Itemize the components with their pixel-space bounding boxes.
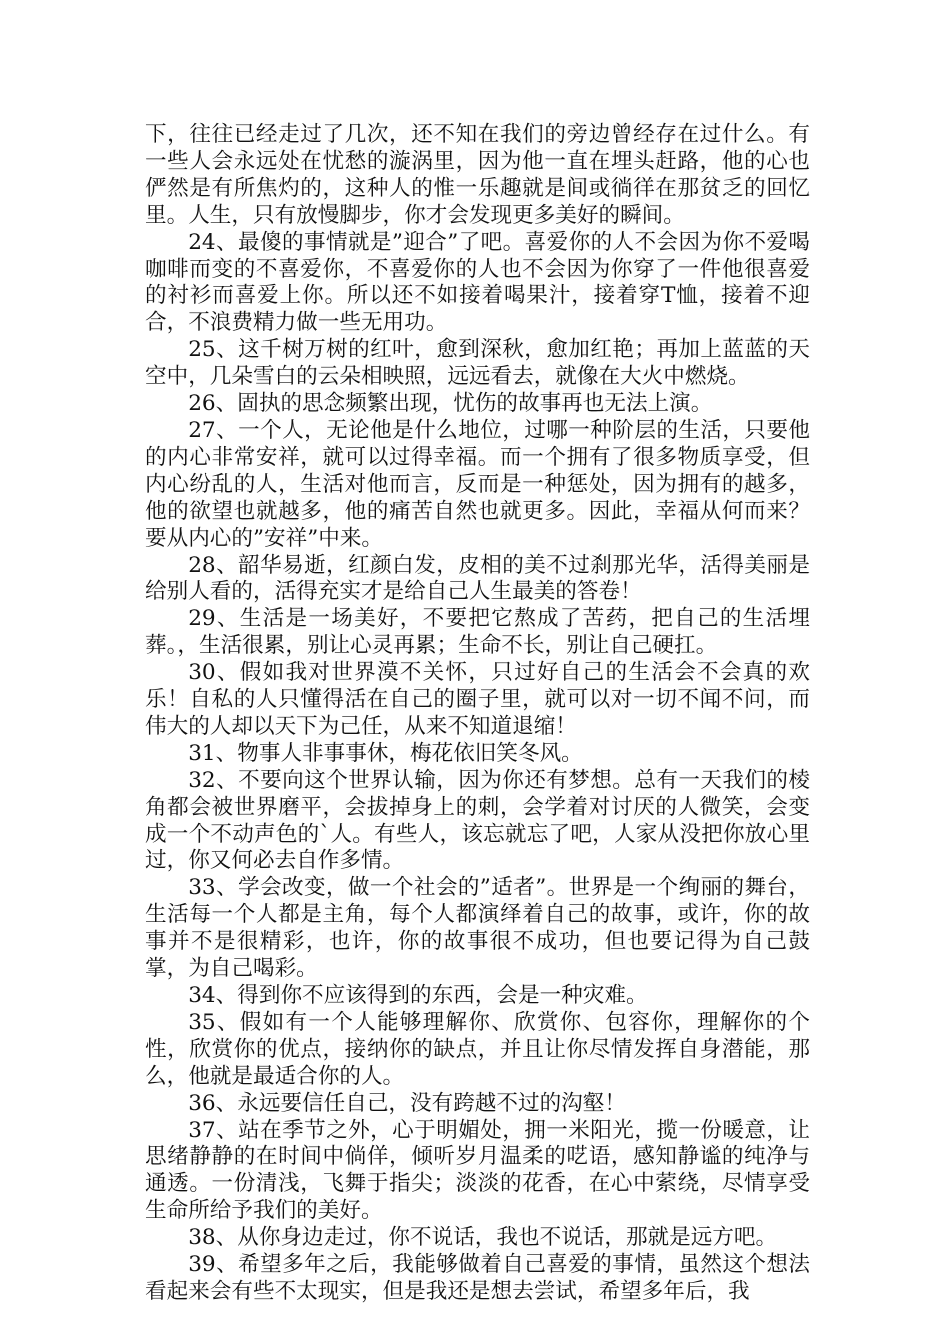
paragraph-31: 31、物事人非事事休，梅花依旧笑冬风。 [188, 740, 583, 766]
paragraph-39: 39、希望多年之后，我能够做着自己喜爱的事情，虽然这个想法看起来会有些不太现实，但是我还是想去尝试，希望多年后，我 [145, 1252, 810, 1304]
paragraph-28: 28、韶华易逝，红颜白发，皮相的美不过刹那光华，活得美丽是给别人看的，活得充实才是给自己人生最美的答卷！ [145, 552, 810, 605]
paragraph-24: 24、最傻的事情就是”迎合”了吧。喜爱你的人不会因为你不爱喝咖啡而变的不喜爱你，不喜爱你的人也不会因为你穿了一件他很喜爱的衬衫而喜爱上你。所以还不如接着喝果汁，接着穿T恤，接着不迎合，不浪费精力做一些无用功。 [145, 229, 810, 336]
paragraph-27: 27、一个人，无论他是什么地位，过哪一种阶层的生活，只要他的内心非常安祥，就可以过得幸福。而一个拥有了很多物质享受，但内心纷乱的人，生活对他而言，反而是一种惩处，因为拥有的越多，他的欲望也就越多，他的痛苦自然也就更多。因此，幸福从何而来？要从内心的”安祥”中来。 [145, 417, 810, 551]
paragraph-26: 26、固执的思念频繁出现，忧伤的故事再也无法上演。 [188, 391, 713, 417]
paragraph-33: 33、学会改变，做一个社会的”适者”。世界是一个绚丽的舞台，生活每一个人都是主角，每个人都演绎着自己的故事，或许，你的故事并不是很精彩，也许，你的故事很不成功，但也要记得为自己鼓掌，为自己喝彩。 [145, 875, 810, 982]
paragraph-36: 36、永远要信任自己，没有跨越不过的沟壑！ [188, 1090, 626, 1116]
paragraph-32: 32、不要向这个世界认输，因为你还有梦想。总有一天我们的棱角都会被世界磨平，会拔掉身上的刺，会学着对讨厌的人微笑，会变成一个不动声色的`人。有些人，该忘就忘了吧，人家从没把你放心里过，你又何必去自作多情。 [145, 767, 810, 874]
paragraph-30: 30、假如我对世界漠不关怀，只过好自己的生活会不会真的欢乐！自私的人只懂得活在自己的圈子里，就可以对一切不闻不问，而伟大的人却以天下为己任，从来不知道退缩！ [145, 660, 810, 739]
paragraph-35: 35、假如有一个人能够理解你、欣赏你、包容你，理解你的个性，欣赏你的优点，接纳你的缺点，并且让你尽情发挥自身潜能，那么，他就是最适合你的人。 [145, 1009, 810, 1089]
document-body [145, 122, 810, 1306]
paragraph-continuation: 下，往往已经走过了几次，还不知在我们的旁边曾经存在过什么。有一些人会永远处在忧愁的漩涡里，因为他一直在埋头赶路，他的心也俨然是有所焦灼的，这种人的惟一乐趣就是间或徜徉在那贫乏的回忆里。人生，只有放慢脚步，你才会发现更多美好的瞬间。 [145, 122, 810, 228]
paragraph-25: 25、这千树万树的红叶，愈到深秋，愈加红艳；再加上蓝蓝的天空中，几朵雪白的云朵相映照，远远看去，就像在大火中燃烧。 [145, 337, 810, 390]
paragraph-29: 29、生活是一场美好，不要把它熬成了苦药，把自己的生活埋葬。，生活很累，别让心灵再累；生命不长，别让自己硬扛。 [145, 606, 810, 659]
paragraph-37: 37、站在季节之外，心于明媚处，拥一米阳光，揽一份暖意，让思绪静静的在时间中倘佯，倾听岁月温柔的呓语，感知静谧的纯净与通透。一份清浅，飞舞于指尖；淡淡的花香，在心中萦绕，尽情享受生命所给予我们的美好。 [145, 1117, 810, 1224]
paragraph-38: 38、从你身边走过，你不说话，我也不说话，那就是远方吧。 [188, 1225, 778, 1251]
paragraph-34: 34、得到你不应该得到的东西，会是一种灾难。 [188, 983, 648, 1008]
